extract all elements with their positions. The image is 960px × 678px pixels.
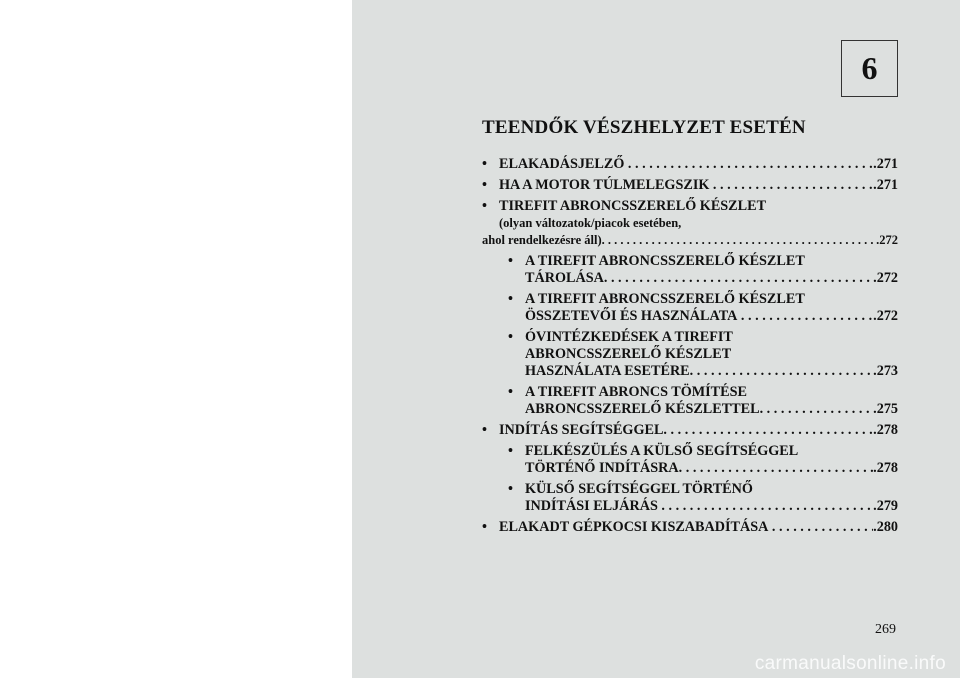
bullet-icon: • — [508, 291, 513, 307]
toc-entry-title: INDÍTÁS SEGÍTSÉGGEL — [499, 422, 664, 438]
toc-entry-inditas-segitseggel[interactable] — [482, 422, 898, 439]
toc-page-number: .271 — [873, 156, 898, 172]
dot-leader — [741, 308, 873, 325]
blank-left-page — [0, 0, 352, 678]
toc-page-number: .272 — [873, 308, 898, 324]
toc-entry-title: HA A MOTOR TÚLMELEGSZIK — [499, 177, 710, 193]
toc-subentry-abroncs-tomitese[interactable] — [482, 384, 898, 418]
toc-subentry-tarolasa[interactable] — [482, 253, 898, 287]
toc-entry-title: HASZNÁLATA ESETÉRE — [525, 363, 690, 379]
toc-entry-title: ÓVINTÉZKEDÉSEK A TIREFIT — [525, 329, 733, 345]
toc-page-number: .273 — [873, 363, 898, 379]
bullet-icon: • — [482, 156, 487, 172]
bullet-icon: • — [508, 481, 513, 497]
toc-page-number: .280 — [873, 519, 898, 535]
bullet-icon: • — [508, 329, 513, 345]
toc-entry-title: FELKÉSZÜLÉS A KÜLSŐ SEGÍTSÉGGEL — [525, 443, 799, 459]
toc-entry-title: A TIREFIT ABRONCSSZERELŐ KÉSZLET — [525, 291, 805, 307]
bullet-icon: • — [482, 422, 487, 438]
toc-page-number: .272 — [873, 270, 898, 286]
toc-entry-title: ELAKADÁSJELZŐ — [499, 156, 625, 172]
watermark-text: carmanualsonline.info — [754, 653, 946, 674]
bullet-icon: • — [482, 198, 487, 214]
toc-subentry-ovintezkedesek[interactable] — [482, 329, 898, 380]
dot-leader — [679, 460, 874, 477]
dot-leader — [602, 232, 876, 249]
dot-leader — [663, 422, 873, 439]
toc-entry-motor-tulmelegszik[interactable] — [482, 177, 898, 194]
toc-entry-title: KÜLSŐ SEGÍTSÉGGEL TÖRTÉNŐ — [525, 481, 753, 497]
dot-leader — [604, 270, 873, 287]
toc-entry-title: ÖSSZETEVŐI ÉS HASZNÁLATA — [525, 308, 738, 324]
bullet-icon: • — [482, 519, 487, 535]
toc-entry-title: ABRONCSSZERELŐ KÉSZLETTEL — [525, 401, 760, 417]
toc-subentry-felkeszules[interactable] — [482, 443, 898, 477]
document-page — [352, 0, 960, 678]
toc-entry-note: ahol rendelkezésre áll) — [482, 233, 602, 247]
toc-page-number: .279 — [873, 498, 898, 514]
dot-leader — [760, 401, 874, 418]
toc-entry-title: TIREFIT ABRONCSSZERELŐ KÉSZLET — [499, 198, 767, 214]
toc-entry-tirefit-keszlet[interactable] — [482, 198, 898, 249]
toc-entry-title: ELAKADT GÉPKOCSI KISZABADÍTÁSA — [499, 519, 769, 535]
toc-subentry-inditasi-eljaras[interactable] — [482, 481, 898, 515]
dot-leader — [772, 519, 873, 536]
toc-page-number: .278 — [873, 460, 898, 476]
table-of-contents — [482, 156, 898, 540]
toc-page-number: .278 — [873, 422, 898, 438]
dot-leader — [661, 498, 873, 515]
bullet-icon: • — [482, 177, 487, 193]
toc-page-number: .275 — [873, 401, 898, 417]
bullet-icon: • — [508, 384, 513, 400]
chapter-number-box: 6 — [841, 40, 898, 97]
dot-leader — [690, 363, 874, 380]
toc-entry-elakadasjelzo[interactable] — [482, 156, 898, 173]
section-title: TEENDŐK VÉSZHELYZET ESETÉN — [482, 117, 806, 138]
bullet-icon: • — [508, 253, 513, 269]
toc-entry-title: INDÍTÁSI ELJÁRÁS — [525, 498, 658, 514]
page-number: 269 — [875, 622, 896, 637]
dot-leader — [628, 156, 873, 173]
toc-entry-title: ABRONCSSZERELŐ KÉSZLET — [525, 346, 732, 362]
toc-entry-title: A TIREFIT ABRONCS TÖMÍTÉSE — [525, 384, 747, 400]
toc-entry-kiszabaditas[interactable] — [482, 519, 898, 536]
toc-entry-title: A TIREFIT ABRONCSSZERELŐ KÉSZLET — [525, 253, 805, 269]
toc-page-number: .271 — [873, 177, 898, 193]
toc-entry-title: TÁROLÁSA — [525, 270, 604, 286]
toc-page-number: .272 — [876, 233, 898, 247]
bullet-icon: • — [508, 443, 513, 459]
dot-leader — [713, 177, 873, 194]
toc-entry-title: TÖRTÉNŐ INDÍTÁSRA — [525, 460, 679, 476]
toc-subentry-osszetevoi[interactable] — [482, 291, 898, 325]
toc-entry-note: (olyan változatok/piacok esetében, — [499, 216, 682, 230]
